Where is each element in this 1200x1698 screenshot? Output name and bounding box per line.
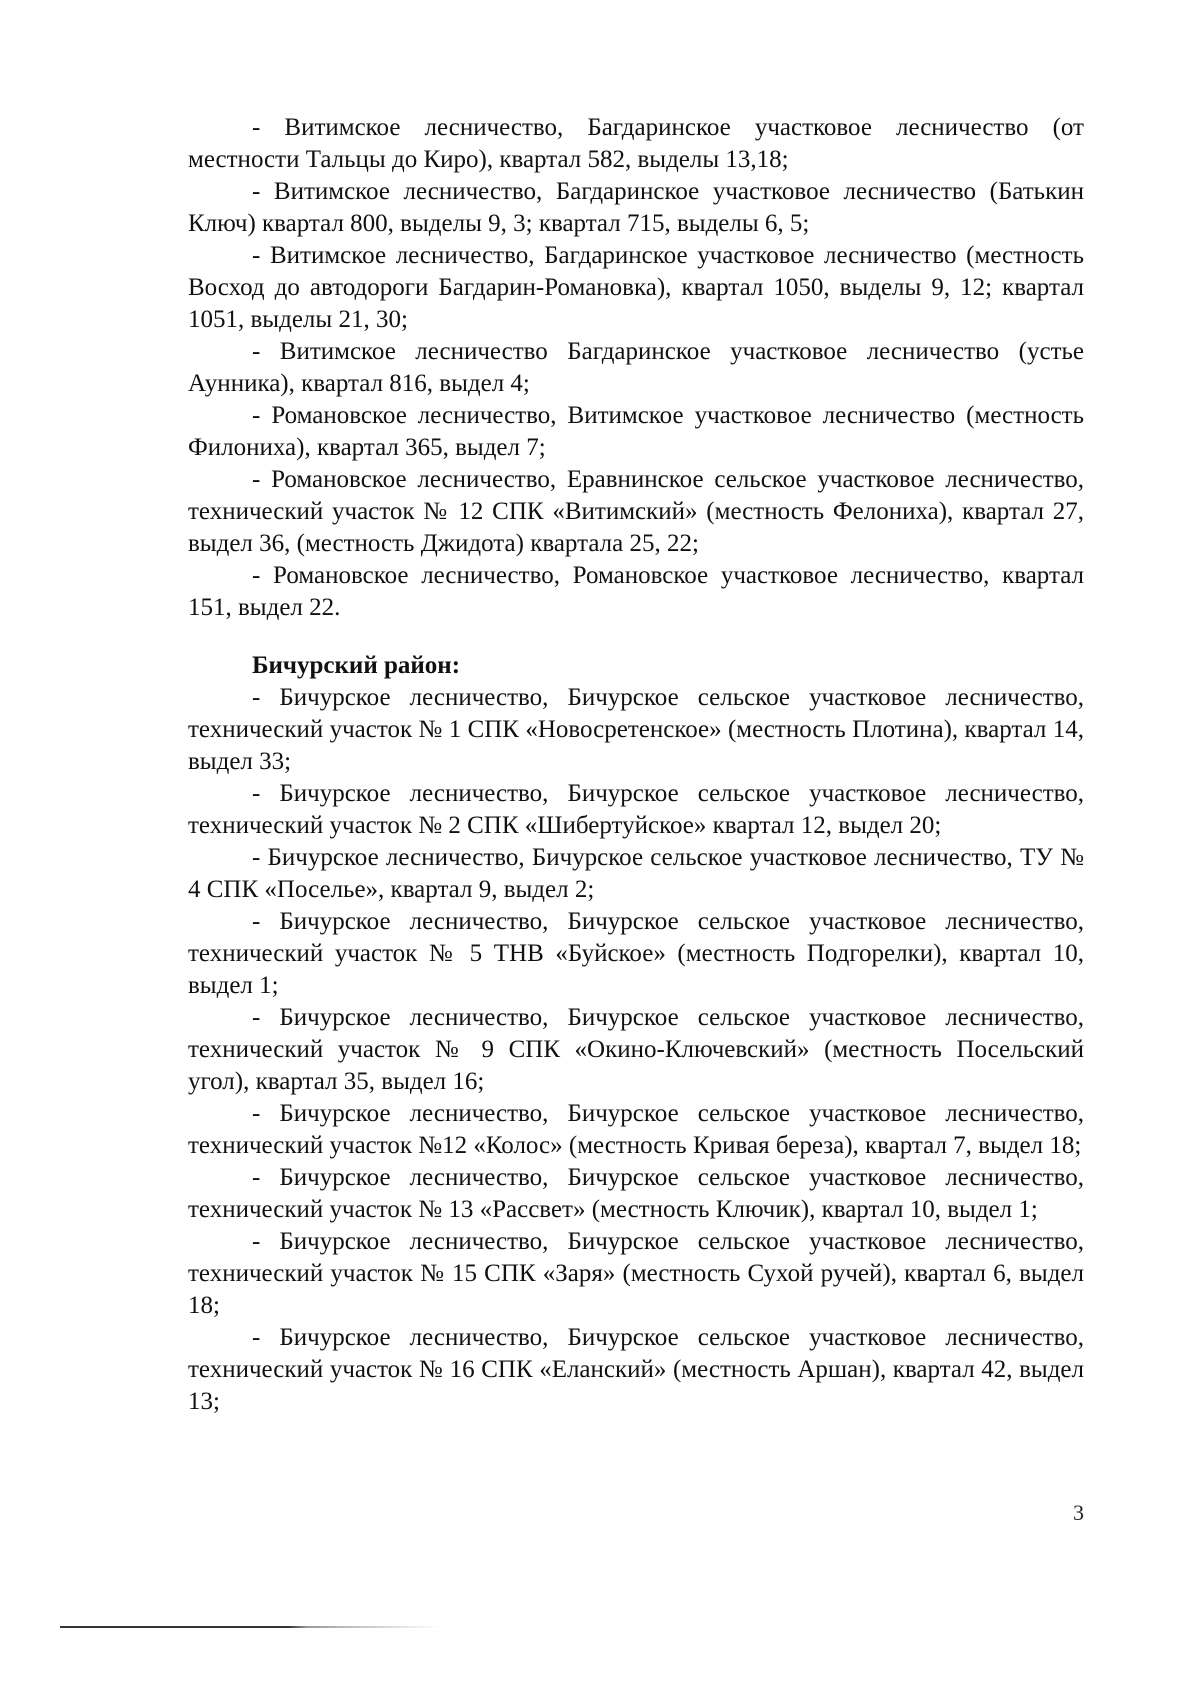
list-item: - Бичурское лесничество, Бичурское сельское участковое лесничество, технический участок № 15 СПК «Заря» (местность Сухой ручей), квартал 6, выдел 18; (188, 1228, 1084, 1319)
document-body (188, 112, 1084, 1418)
page-number: 3 (1073, 1500, 1084, 1525)
list-item: - Романовское лесничество, Витимское участковое лесничество (местность Филониха), квартал 365, выдел 7; (188, 402, 1084, 461)
list-item: - Бичурское лесничество, Бичурское сельское участковое лесничество, технический участок № 1 СПК «Новосретенское» (местность Плотина), квартал 14, выдел 33; (188, 684, 1084, 775)
list-item: - Витимское лесничество, Багдаринское участковое лесничество (местность Восход до автодороги Багдарин-Романовка), квартал 1050, выделы 9, 12; квартал 1051, выделы 21, 30; (188, 242, 1084, 333)
list-item: - Романовское лесничество, Романовское участковое лесничество, квартал 151, выдел 22. (188, 562, 1084, 621)
list-item: - Витимское лесничество Багдаринское участковое лесничество (устье Аунника), квартал 816, выдел 4; (188, 338, 1084, 397)
list-item: - Бичурское лесничество, Бичурское сельское участковое лесничество, ТУ № 4 СПК «Поселье», квартал 9, выдел 2; (188, 844, 1084, 903)
list-item: - Витимское лесничество, Багдаринское участковое лесничество (от местности Тальцы до Киро), квартал 582, выделы 13,18; (188, 114, 1084, 173)
list-item: - Бичурское лесничество, Бичурское сельское участковое лесничество, технический участок № 13 «Рассвет» (местность Ключик), квартал 10, выдел 1; (188, 1164, 1084, 1223)
list-item: - Бичурское лесничество, Бичурское сельское участковое лесничество, технический участок №12 «Колос» (местность Кривая береза), квартал 7, выдел 18; (188, 1100, 1084, 1159)
list-item: - Бичурское лесничество, Бичурское сельское участковое лесничество, технический участок № 16 СПК «Еланский» (местность Аршан), квартал 42, выдел 13; (188, 1324, 1084, 1415)
list-item: - Бичурское лесничество, Бичурское сельское участковое лесничество, технический участок № 2 СПК «Шибертуйское» квартал 12, выдел 20; (188, 780, 1084, 839)
section-heading: Бичурский район: (252, 652, 461, 679)
scan-artifact-line (60, 1626, 440, 1628)
list-item: - Витимское лесничество, Багдаринское участковое лесничество (Батькин Ключ) квартал 800, выделы 9, 3; квартал 715, выделы 6, 5; (188, 178, 1084, 237)
list-item: - Бичурское лесничество, Бичурское сельское участковое лесничество, технический участок № 5 ТНВ «Буйское» (местность Подгорелки), квартал 10, выдел 1; (188, 908, 1084, 999)
list-item: - Бичурское лесничество, Бичурское сельское участковое лесничество, технический участок № 9 СПК «Окино-Ключевский» (местность Посельский угол), квартал 35, выдел 16; (188, 1004, 1084, 1095)
list-item: - Романовское лесничество, Еравнинское сельское участковое лесничество, технический участок № 12 СПК «Витимский» (местность Фелониха), квартал 27, выдел 36, (местность Джидота) квартала 25, 22; (188, 466, 1084, 557)
